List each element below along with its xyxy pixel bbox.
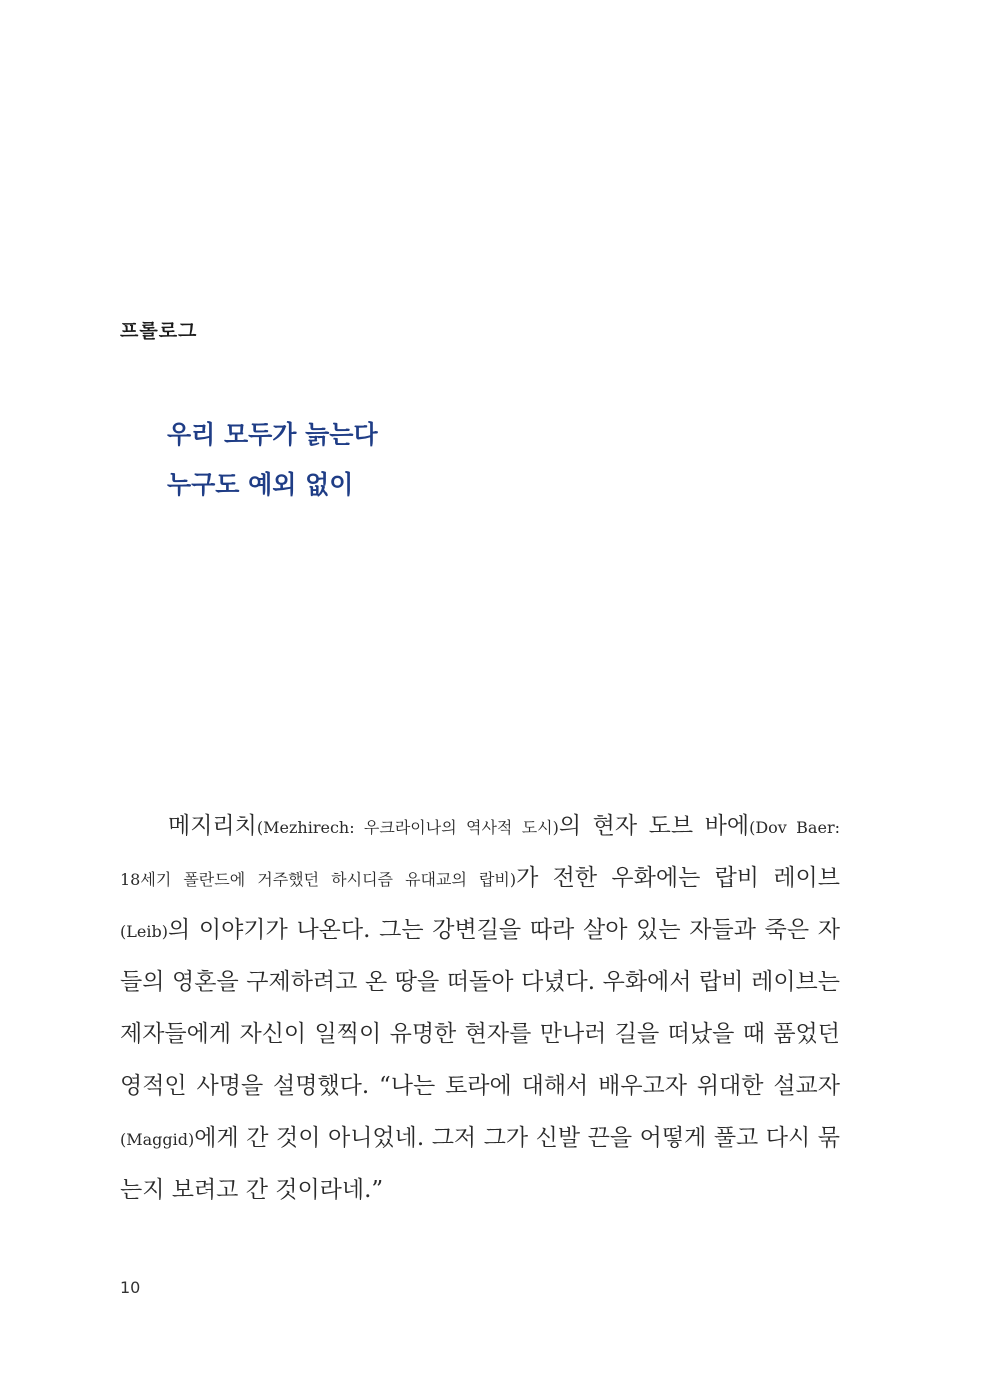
body-line: [120, 1060, 840, 1112]
body-paragraph: [120, 800, 840, 1216]
body-line: [120, 1164, 840, 1216]
body-line: [120, 1008, 840, 1060]
body-line: [120, 904, 840, 956]
epigraph: [167, 410, 378, 510]
body-text-segment: 의 이야기가 나온다. 그는 강변길을 따라 살아 있는 자들과 죽은 자: [167, 917, 840, 943]
body-annotation: (Maggid): [120, 1130, 195, 1149]
body-line: [120, 956, 840, 1008]
body-text-segment: 들의 영혼을 구제하려고 온 땅을 떠돌아 다녔다. 우화에서 랍비 레이브는: [120, 969, 840, 995]
body-text-segment: 영적인 사명을 설명했다. “나는 토라에 대해서 배우고자 위대한 설교자: [120, 1073, 840, 1099]
body-text-segment: 가 전한 우화에는 랍비 레이브: [516, 865, 840, 891]
body-annotation: (Leib): [120, 922, 168, 941]
body-line: [120, 800, 840, 852]
epigraph-line: 우리 모두가 늙는다: [167, 420, 378, 449]
page-number: 10: [120, 1278, 141, 1297]
body-text-segment: 제자들에게 자신이 일찍이 유명한 현자를 만나러 길을 떠났을 때 품었던: [120, 1021, 840, 1047]
body-text-segment: 에게 간 것이 아니었네. 그저 그가 신발 끈을 어떻게 풀고 다시 묶: [194, 1125, 840, 1151]
body-text-segment: 는지 보려고 간 것이라네.”: [120, 1177, 384, 1203]
body-line: [120, 1112, 840, 1164]
body-text-segment: 메지리치: [168, 813, 257, 839]
body-text-segment: 의 현자 도브 바에: [558, 813, 750, 839]
body-annotation: (Dov Baer:: [749, 818, 840, 837]
body-annotation: 18세기 폴란드에 거주했던 하시디즘 유대교의 랍비): [120, 870, 517, 889]
body-line: [120, 852, 840, 904]
section-label: 프롤로그: [120, 320, 198, 342]
body-annotation: (Mezhirech: 우크라이나의 역사적 도시): [256, 818, 559, 837]
epigraph-line: 누구도 예외 없이: [167, 470, 354, 499]
